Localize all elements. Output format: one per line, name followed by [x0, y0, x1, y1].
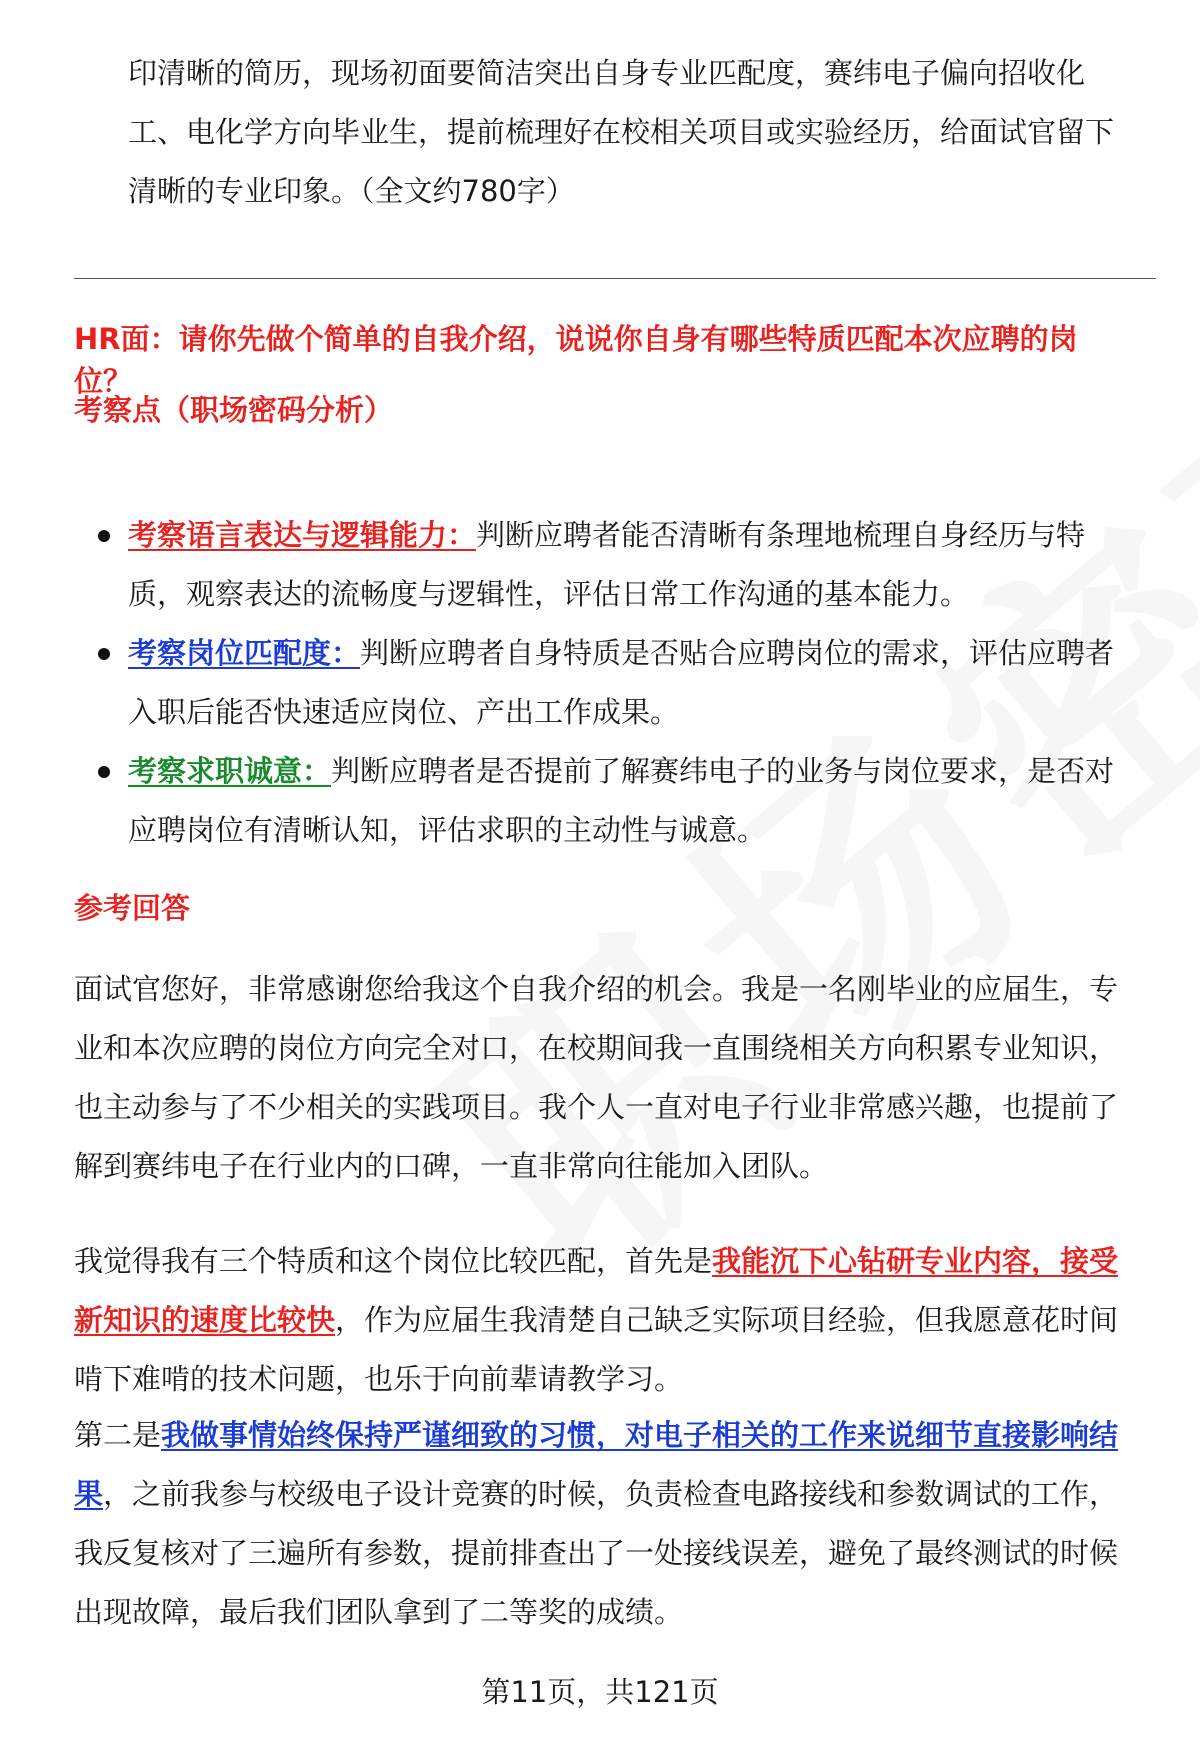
bullet-text [128, 742, 1150, 860]
bullet-body: 入职后能否快速适应岗位、产出工作成果。 [128, 695, 680, 729]
answer-text: ，之前我参与校级电子设计竞赛的时候，负责检查电路接线和参数调试的工作， [103, 1477, 1119, 1511]
highlight-text: 我能沉下心钻研专业内容，接受 [712, 1244, 1119, 1278]
bullet-text [128, 506, 1150, 624]
bullet-keyword: 考察语言表达与逻辑能力： [128, 518, 477, 552]
section-divider [74, 278, 1156, 279]
answer-heading: 参考回答 [74, 891, 191, 925]
answer-line: 业和本次应聘的岗位方向完全对口，在校期间我一直围绕相关方向积累专业知识， [74, 1031, 1119, 1065]
bullet-body: 应聘岗位有清晰认知，评估求职的主动性与诚意。 [128, 813, 767, 847]
question-line: HR面：请你先做个简单的自我介绍，说说你自身有哪些特质匹配本次应聘的岗 [74, 322, 1078, 356]
answer-paragraph-1 [74, 960, 1150, 1196]
highlight-text: 果 [74, 1477, 104, 1511]
bullet-body: 判断应聘者是否提前了解赛纬电子的业务与岗位要求，是否对 [331, 754, 1115, 788]
answer-line: 面试官您好，非常感谢您给我这个自我介绍的机会。我是一名刚毕业的应届生，专 [74, 972, 1119, 1006]
bullet-keyword: 考察求职诚意： [128, 754, 332, 788]
bullet-keyword: 考察岗位匹配度： [128, 636, 361, 670]
bullet-body: 判断应聘者能否清晰有条理地梳理自身经历与特 [476, 518, 1086, 552]
answer-line: 解到赛纬电子在行业内的口碑，一直非常向往能加入团队。 [74, 1149, 829, 1183]
bullet-icon [98, 648, 110, 660]
highlight-text: 新知识的速度比较快 [74, 1303, 336, 1337]
answer-text: ，作为应届生我清楚自己缺乏实际项目经验，但我愿意花时间 [335, 1303, 1119, 1337]
answer-line: 啃下难啃的技术问题，也乐于向前辈请教学习。 [74, 1362, 684, 1396]
bullet-icon [98, 766, 110, 778]
bullet-text [128, 624, 1150, 742]
assessment-heading: 考察点（职场密码分析） [74, 393, 394, 427]
page-number: 第11页，共121页 [481, 1675, 719, 1709]
answer-line: 我反复核对了三遍所有参数，提前排查出了一处接线误差，避免了最终测试的时候 [74, 1536, 1119, 1570]
intro-line: 工、电化学方向毕业生，提前梳理好在校相关项目或实验经历，给面试官留下 [128, 115, 1115, 149]
answer-text: 第二是 [74, 1418, 162, 1452]
highlight-text: 我做事情始终保持严谨细致的习惯，对电子相关的工作来说细节直接影响结 [161, 1418, 1119, 1452]
bullet-body: 判断应聘者自身特质是否贴合应聘岗位的需求，评估应聘者 [360, 636, 1115, 670]
answer-paragraph-2 [74, 1232, 1150, 1409]
answer-line: 出现故障，最后我们团队拿到了二等奖的成绩。 [74, 1595, 684, 1629]
intro-line: 清晰的专业印象。（全文约780字） [128, 174, 575, 208]
answer-text: 我觉得我有三个特质和这个岗位比较匹配，首先是 [74, 1244, 713, 1278]
answer-paragraph-3 [74, 1406, 1150, 1642]
bullet-icon [98, 530, 110, 542]
intro-line: 印清晰的简历，现场初面要简洁突出自身专业匹配度，赛纬电子偏向招收化 [128, 56, 1086, 90]
question-line: 位？ [74, 364, 133, 398]
answer-line: 也主动参与了不少相关的实践项目。我个人一直对电子行业非常感兴趣，也提前了 [74, 1090, 1119, 1124]
bullet-body: 质，观察表达的流畅度与逻辑性，评估日常工作沟通的基本能力。 [128, 577, 970, 611]
intro-paragraph [128, 44, 1150, 221]
